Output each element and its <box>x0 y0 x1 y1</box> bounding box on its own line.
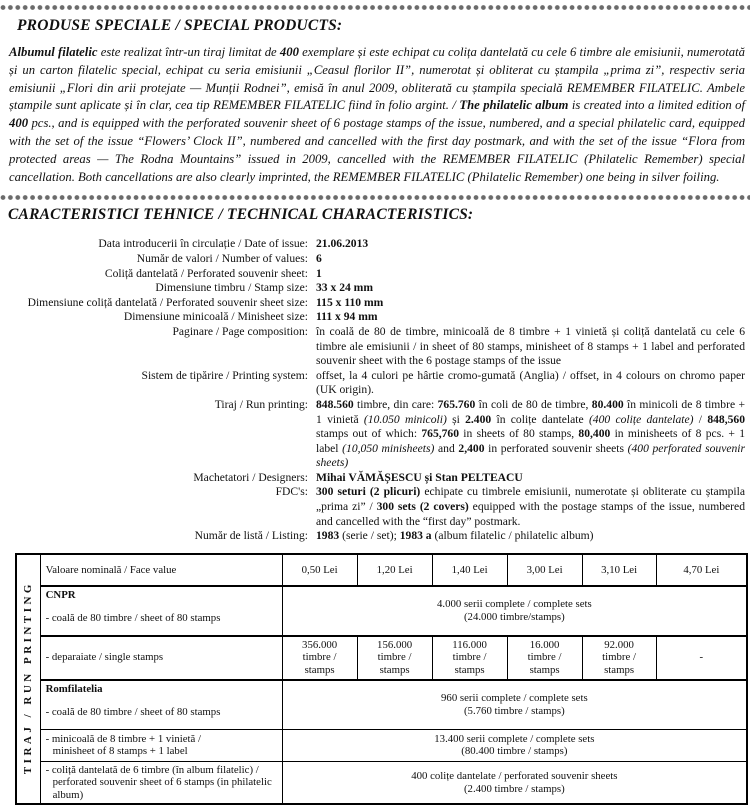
souvenir-item-line1: - coliță dantelată de 6 timbre (în album filatelic) / <box>45 763 259 776</box>
tech-value: 33 x 24 mm <box>316 281 373 295</box>
tech-value: Mihai VĂMĂȘESCU și Stan PELTEACU <box>316 470 523 484</box>
single-stamps-cell <box>357 636 432 680</box>
philatelic-catalog-page <box>0 4 750 805</box>
single-stamps-cell <box>656 636 747 680</box>
cnpr-sheet-value-cell <box>282 586 747 636</box>
single-stamps-unit: timbre / stamps <box>452 651 487 677</box>
tech-label: Data introducerii în circulație / Date of issue: <box>98 237 308 251</box>
table-row-cnpr-sheets <box>16 586 747 636</box>
souvenir-value-line2: (2.400 timbre / stamps) <box>463 782 565 795</box>
single-stamps-count: 116.000 <box>452 638 487 651</box>
single-stamps-cell <box>582 636 656 680</box>
table-side-cell <box>16 554 40 805</box>
single-stamps-count: 16.000 <box>529 638 560 651</box>
dotted-separator-top <box>0 4 750 11</box>
tech-label: Tiraj / Run printing: <box>214 397 308 411</box>
single-stamps-count: - <box>699 651 704 664</box>
minisheet-item-line1: - minicoală de 8 timbre + 1 vinietă / <box>45 732 201 745</box>
tech-row-listing <box>0 529 750 544</box>
tech-value: offset, la 4 culori pe hârtie cromo-gumată (Anglia) / offset, in 4 colours on chromo paper (UK origin). <box>316 368 745 397</box>
tech-row-souvenir-sheet-size <box>0 296 750 311</box>
single-stamps-count: 156.000 <box>377 638 413 651</box>
face-value-cell: 3,00 Lei <box>507 554 582 586</box>
cnpr-section-name: CNPR <box>45 588 76 601</box>
tech-row-stamp-size <box>0 281 750 296</box>
romfilatelia-section-name: Romfilatelia <box>45 682 103 695</box>
cnpr-sheet-value-line2: (24.000 timbre/stamps) <box>463 610 565 623</box>
face-value-cell: 4,70 Lei <box>656 554 747 586</box>
tech-label: Număr de listă / Listing: <box>194 529 308 543</box>
single-stamps-count: 92.000 <box>604 638 634 651</box>
single-stamps-cell <box>432 636 507 680</box>
romfilatelia-sheet-value-line2: (5.760 timbre / stamps) <box>463 704 565 717</box>
single-stamps-cell <box>282 636 357 680</box>
tech-row-date-of-issue <box>0 237 750 252</box>
minisheet-value-line1: 13.400 serii complete / complete sets <box>434 732 595 745</box>
single-stamps-count: 356.000 <box>302 638 338 651</box>
romfilatelia-sheet-value-line1: 960 serii complete / complete sets <box>441 692 588 705</box>
technical-characteristics-title: CARACTERISTICI TEHNICE / TECHNICAL CHARACTERISTICS: <box>8 206 474 224</box>
minisheet-value-line2: (80.400 timbre / stamps) <box>461 745 568 758</box>
souvenir-label-cell <box>40 761 282 804</box>
single-stamps-unit: timbre / stamps <box>377 651 412 677</box>
tech-row-souvenir-sheet <box>0 267 750 282</box>
souvenir-value-line1: 400 colițe dantelate / perforated souvenir sheets <box>411 769 618 782</box>
tech-value: 1 <box>316 266 322 280</box>
intro-paragraph: Albumul filatelic este realizat într-un tiraj limitat de 400 exemplare și este echipat cu colița dantelată cu cele 6 timbre ale emisiunii, numerotată și un carton filatelic special, echipat cu seria emisiunii „Ceasul florilor II”, numerotat și obliterat cu ștampila „prima zi”, respectiv seria emisiunii „Flori din arii protejate — Munții Rodnei”, emisă în anul 2009, obliterată cu ștampila specială REMEMBER FILATELIC. Ambele ștampile sunt aplicate și în clar, cea tip REMEMBER FILATELIC fiind în folio argint. / The philatelic album is created into a limited edition of 400 pcs., and is equipped with the perforated souvenir sheet of 6 postage stamps of the issue, numbered, and a special philatelic card, equipped with the set of the issue “Flowers’ Clock II”, numbered and cancelled with the first day postmark, and with the set of the issue “Flora from protected areas — The Rodna Mountains” issued in 2009, cancelled with the REMEMBER FILATELIC (Philatelic Remember) special cancellation. Both cancellations are also clearly imprinted, the REMEMBER FILATELIC (Philatelic Remember) one being in silver foiling. <box>9 45 745 184</box>
table-row-souvenir-sheet <box>16 761 747 804</box>
souvenir-value-cell <box>282 761 747 804</box>
single-stamps-unit: timbre / stamps <box>602 651 637 677</box>
cnpr-label-cell <box>40 586 282 636</box>
single-stamps-unit: timbre / stamps <box>302 651 337 677</box>
table-row-single-stamps <box>16 636 747 680</box>
romfilatelia-sheet-item: - coală de 80 timbre / sheet of 80 stamps <box>45 706 221 719</box>
face-value-cell: 3,10 Lei <box>582 554 656 586</box>
tech-row-number-of-values <box>0 252 750 267</box>
tech-row-run-printing <box>0 398 750 471</box>
souvenir-item-line2: perforated souvenir sheet of 6 stamps (in philatelic album) <box>52 776 272 801</box>
tech-label: Sistem de tipărire / Printing system: <box>141 368 308 382</box>
table-row-face-value <box>16 554 747 586</box>
tech-row-fdcs <box>0 485 750 529</box>
romfilatelia-sheet-value-cell <box>282 680 747 730</box>
cnpr-sheet-value-line1: 4.000 serii complete / complete sets <box>436 598 592 611</box>
cnpr-sheet-item: - coală de 80 timbre / sheet of 80 stamps <box>45 612 221 625</box>
tech-value: 848.560 timbre, din care: 765.760 în coli de 80 de timbre, 80.400 în minicoli de 8 timbre + 1 vinietă (10.050 minicoli) și 2.400 în colițe dantelate (400 colițe dantelate) / 848,560 stamps out of which: 765,760 in sheets of 80 stamps, 80,400 in minisheets of 8 pcs. + 1 label (10,050 minisheets) and 2,400 in perforated souvenir sheets (400 perforated souvenir sheets) <box>316 397 746 470</box>
tech-label: FDC's: <box>275 485 308 499</box>
tech-label: Dimensiune timbru / Stamp size: <box>155 281 308 295</box>
single-stamps-unit: timbre / stamps <box>527 651 562 677</box>
tech-label: Dimensiune coliță dantelată / Perforated souvenir sheet size: <box>27 295 308 309</box>
table-row-romfilatelia-sheets <box>16 680 747 730</box>
tech-value: 6 <box>316 251 322 265</box>
single-stamps-cell <box>507 636 582 680</box>
dotted-separator-middle <box>0 194 750 201</box>
special-products-title: PRODUSE SPECIALE / SPECIAL PRODUCTS: <box>17 17 343 34</box>
face-value-label: Valoare nominală / Face value <box>40 554 282 586</box>
tech-row-page-composition <box>0 325 750 369</box>
face-value-cell: 0,50 Lei <box>282 554 357 586</box>
minisheet-value-cell <box>282 729 747 761</box>
tech-value: 1983 (serie / set); 1983 a (album filatelic / philatelic album) <box>316 529 594 543</box>
minisheet-label-cell <box>40 729 282 761</box>
table-row-minisheet <box>16 729 747 761</box>
tech-label: Număr de valori / Number of values: <box>136 251 308 265</box>
face-value-cell: 1,20 Lei <box>357 554 432 586</box>
tech-row-designers <box>0 471 750 486</box>
tech-value: 300 seturi (2 plicuri) echipate cu timbrele emisiunii, numerotate și obliterate cu ștampila „prima zi” / 300 sets (2 covers) equipped with the postage stamps of the issue, numbered and cancelled with the “first day” postmark. <box>316 485 745 528</box>
single-stamps-label: - deparaiate / single stamps <box>40 636 282 680</box>
tech-value: 21.06.2013 <box>316 237 369 251</box>
tech-label: Dimensiune minicoală / Minisheet size: <box>123 310 308 324</box>
tech-label: Paginare / Page composition: <box>172 324 308 338</box>
tech-label: Machetatori / Designers: <box>193 470 308 484</box>
tech-row-minisheet-size <box>0 310 750 325</box>
run-printing-table <box>15 553 748 805</box>
table-side-label: TIRAJ / RUN PRINTING <box>22 580 34 774</box>
minisheet-item-line2: minisheet of 8 stamps + 1 label <box>52 745 188 758</box>
tech-label: Coliță dantelată / Perforated souvenir sheet: <box>104 266 308 280</box>
technical-characteristics-list <box>0 237 750 543</box>
face-value-cell: 1,40 Lei <box>432 554 507 586</box>
romfilatelia-label-cell <box>40 680 282 730</box>
tech-value: 111 x 94 mm <box>316 310 378 324</box>
tech-value: în coală de 80 de timbre, minicoală de 8 timbre + 1 vinietă și coliță dantelată cu cele 6 timbre ale emisiunii / in sheet of 80 stamps, minisheet of 8 stamps + 1 label and perforated souvenir sheet with the 6 postage stamps of the issue <box>316 324 745 368</box>
tech-row-printing-system <box>0 369 750 398</box>
tech-value: 115 x 110 mm <box>316 295 384 309</box>
